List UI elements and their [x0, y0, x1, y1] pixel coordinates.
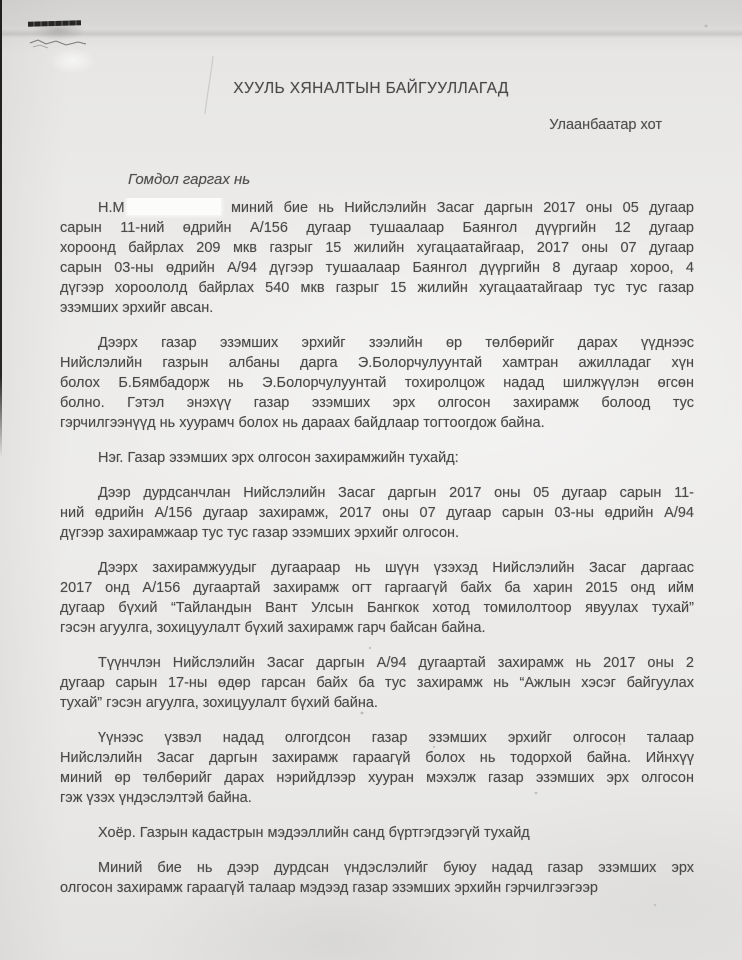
text-line: Миний бие нь дээр дурдсан үндэслэлийг буюу надад газар эзэмших эрх	[98, 860, 694, 876]
text-line: гэж үзэх үндэслэлтэй байна.	[60, 790, 252, 806]
text-line: Нийслэлийн Засаг даргын захирамж гараагүй болох нь тодорхой байна. Ийнхүү	[60, 750, 694, 766]
redacted-name-box	[127, 198, 221, 215]
text-line: гэсэн агуулга, зохицуулалт бүхий захирамж гарч байсан байна.	[60, 620, 486, 636]
paper-tear-smudge	[24, 24, 94, 46]
text-line: Н.М миний бие нь Нийслэлийн Засаг даргын 2017 оны 05 дугаар	[98, 200, 694, 216]
text-line: хороонд байрлах 209 мкв газрыг 15 жилийн хугацаатайгаар, 2017 оны 07 дугаар	[60, 240, 694, 256]
text-line: Үүнээс үзвэл надад олгогдсон газар эзэмших эрхийг олгосон талаар	[98, 730, 694, 746]
paper-fold-shadow	[0, 29, 742, 38]
document-body	[60, 198, 694, 898]
text-line: ний өдрийн А/156 дугаар захирамж, 2017 оны 07 дугаар сарын 03-ны өдрийн А/94	[60, 505, 694, 521]
text-line: дугаар сарын 17-ны өдөр гарсан байх ба тус захирамж нь “Ажлын хэсэг байгуулах	[60, 675, 694, 691]
paragraph	[60, 483, 694, 543]
text-line: дугаар бүхий “Тайландын Вант Улсын Бангкок хотод томилолтоор явуулах тухай”	[60, 600, 694, 616]
complaint-salutation: Гомдол гаргах нь	[128, 171, 251, 188]
paper-tear-white-patch	[42, 44, 104, 78]
document-title: ХУУЛЬ ХЯНАЛТЫН БАЙГУУЛЛАГАД	[233, 80, 509, 97]
text-line: Нийслэлийн газрын албаны дарга Э.Болорчулуунтай хамтран ажилладаг хүн	[60, 355, 694, 371]
text-line: Дээр дурдсанчлан Нийслэлийн Засаг даргын 2017 оны 05 дугаар сарын 11-	[98, 485, 694, 501]
paragraph	[60, 653, 694, 713]
text-line: эзэмших эрхийг авсан.	[60, 300, 214, 316]
paragraph	[60, 558, 694, 638]
text-line: Хоёр. Газрын кадастрын мэдээллийн санд бүртгэгдээгүй тухайд	[98, 825, 530, 841]
text-line: олгосон захирамж гараагүй талаар мэдээд газар эзэмших эрхийн гэрчилгээгээр	[60, 880, 598, 896]
text-line: Нэг. Газар эзэмших эрх олгосон захирамжийн тухайд:	[98, 450, 459, 466]
paper-speck	[705, 25, 708, 28]
city-dateline: Улаанбаатар хот	[549, 117, 662, 133]
text-line: болно. Гэтэл энэхүү газар эзэмших эрх олгосон захирамж болоод тус	[60, 395, 694, 411]
paper-speck	[654, 904, 657, 907]
scan-edge-line	[0, 0, 2, 458]
text-line: сарын 03-ны өдрийн А/94 дүгээр тушаалаар Баянгол дүүргийн 8 дугаар хороо, 4	[60, 260, 694, 276]
section-heading	[60, 448, 694, 468]
paragraph	[60, 858, 694, 898]
paragraph	[60, 333, 694, 433]
paragraph	[60, 728, 694, 808]
text-line: тухай” гэсэн агуулга, зохицуулалт бүхий байна.	[60, 695, 378, 711]
text-line: Дээрх газар эзэмших эрхийг зээлийн өр төлбөрийг дарах үүднээс	[98, 335, 694, 351]
text-line: сарын 11-ний өдрийн А/156 дугаар тушаалаар Баянгол дүүргийн 12 дугаар	[60, 220, 694, 236]
text-line: гэрчилгээнүүд нь хуурамч болох нь дараах байдлаар тогтоогдож байна.	[60, 415, 545, 431]
text-line: болох Б.Бямбадорж нь Э.Болорчулуунтай тохиролцож надад шилжүүлэн өгсөн	[60, 375, 694, 391]
text-line: дүгээр захирамжаар тус тус газар эзэмших эрхийг олгосон.	[60, 525, 460, 541]
paragraph	[60, 198, 694, 318]
text-line: дүгээр хороололд байрлах 540 мкв газрыг 15 жилийн хугацаатайгаар тус тус газар	[60, 280, 694, 296]
text-line: Түүнчлэн Нийслэлийн Засаг даргын А/94 дугаартай захирамж нь 2017 оны 2	[98, 655, 694, 671]
text-line: миний өр төлбөрийг дарах нэрийдлээр хууран мэхэлж газар эзэмших эрх олгосон	[60, 770, 694, 786]
section-heading	[60, 823, 694, 843]
text-line: Дээрх захирамжуудыг дугаараар нь шүүн үзэхэд Нийслэлийн Засаг даргаас	[98, 560, 694, 576]
text-line: 2017 онд А/156 дугаартай захирамж огт гаргаагүй байх ба харин 2015 онд ийм	[60, 580, 694, 596]
